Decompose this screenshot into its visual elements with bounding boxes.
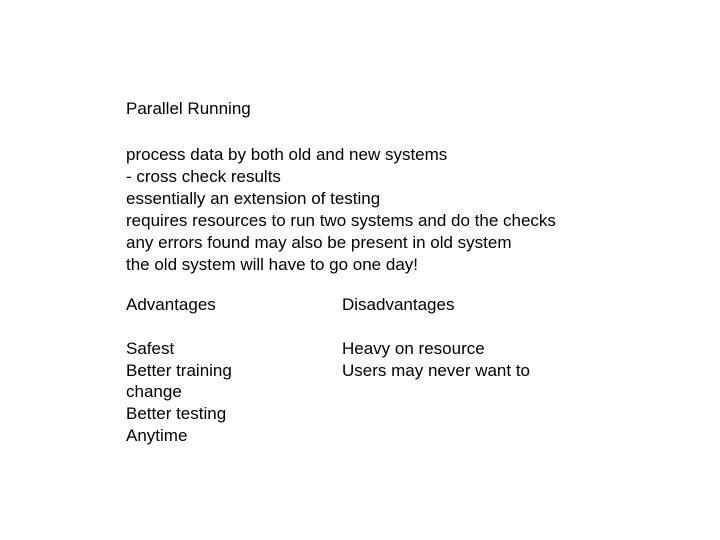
body-line: process data by both old and new systems <box>126 145 448 164</box>
advantages-heading: Advantages <box>126 295 216 314</box>
advantages-list <box>126 338 232 447</box>
advantage-item: change <box>126 382 182 402</box>
advantage-item: Better testing <box>126 404 227 424</box>
body-line: - cross check results <box>126 167 281 186</box>
body-line: the old system will have to go one day! <box>126 255 418 274</box>
body-text <box>126 144 556 276</box>
advantage-item: Better training <box>126 360 232 380</box>
advantage-item: Anytime <box>126 425 188 445</box>
disadvantages-list <box>342 338 530 381</box>
disadvantage-item: Users may never want to <box>342 360 531 380</box>
disadvantage-item: Heavy on resource <box>342 339 485 358</box>
slide-title: Parallel Running <box>126 99 251 118</box>
body-line: requires resources to run two systems and do the checks <box>126 211 556 230</box>
disadvantages-column <box>342 294 530 381</box>
body-line: any errors found may also be present in old system <box>126 233 512 252</box>
disadvantages-heading: Disadvantages <box>342 295 455 314</box>
body-line: essentially an extension of testing <box>126 189 381 208</box>
advantage-item: Safest <box>126 339 175 358</box>
advantages-column <box>126 294 232 447</box>
